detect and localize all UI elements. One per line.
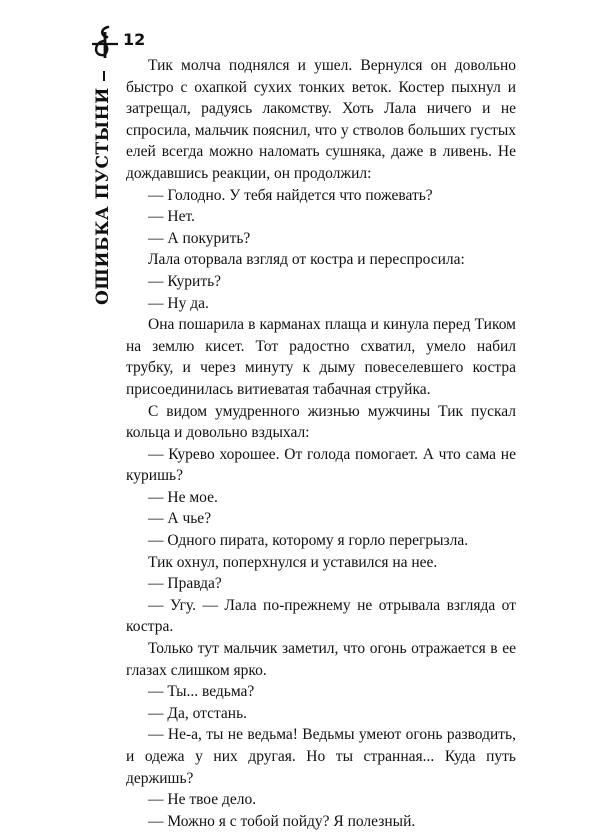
paragraph: С видом умудренного жизнью мужчины Тик пускал кольца и довольно вздыхал: xyxy=(126,402,516,442)
paragraph: — Курить? xyxy=(148,272,222,290)
paragraph: — Нет. xyxy=(148,208,195,226)
body-text xyxy=(126,55,516,832)
page-number: 12 xyxy=(123,30,146,49)
running-head-title: ОШИБКА ПУСТЫНИ xyxy=(93,87,113,305)
paragraph: — Угу. — Лала по-прежнему не отрывала взгляда от костра. xyxy=(126,596,516,636)
paragraph: Только тут мальчик заметил, что огонь отражается в ее глазах слишком ярко. xyxy=(126,640,516,679)
paragraph: — Ну да. xyxy=(148,294,209,312)
paragraph: — Ты... ведьма? xyxy=(148,683,255,701)
paragraph: — А чье? xyxy=(148,510,212,528)
paragraph: — Можно я с тобой пойду? Я полезный. xyxy=(148,812,416,830)
publisher-logo-icon xyxy=(88,24,122,60)
paragraph: — Правда? xyxy=(148,575,222,593)
paragraph: — Не-а, ты не ведьма! Ведьмы умеют огонь разводить, и одежа у них другая. Но ты странная... Куда путь держишь? xyxy=(126,726,516,787)
paragraph: Тик молча поднялся и ушел. Вернулся он довольно быстро с охапкой сухих тонких веток. Костер пыхнул и затрещал, радуясь лакомству. Хоть Лала ничего и не спросила, мальчик пояснил, что у стволов больших густых елей всегда можно наломать сушняка, даже в ливень. Не дождавшись реакции, он продолжил: xyxy=(126,57,516,182)
running-head-dash xyxy=(103,71,105,81)
paragraph: — Одного пирата, которому я горло перегрызла. xyxy=(148,532,469,550)
paragraph: — Не твое дело. xyxy=(148,791,257,809)
paragraph: — А покурить? xyxy=(148,229,251,247)
paragraph: Тик охнул, поперхнулся и уставился на нее. xyxy=(148,553,438,571)
paragraph: — Да, отстань. xyxy=(148,704,248,722)
paragraph: — Голодно. У тебя найдется что пожевать? xyxy=(148,186,433,204)
running-head xyxy=(92,65,114,305)
paragraph: — Курево хорошее. От голода помогает. А что сама не куришь? xyxy=(126,445,516,485)
paragraph: — Не мое. xyxy=(148,488,218,506)
paragraph: Лала оторвала взгляд от костра и переспросила: xyxy=(148,251,465,269)
paragraph: Она пошарила в карманах плаща и кинула перед Тиком на землю кисет. Тот радостно схватил, умело набил трубку, и через минуту к дыму повеселевшего костра присоединилась витиеватая табачная струйка. xyxy=(126,316,516,398)
